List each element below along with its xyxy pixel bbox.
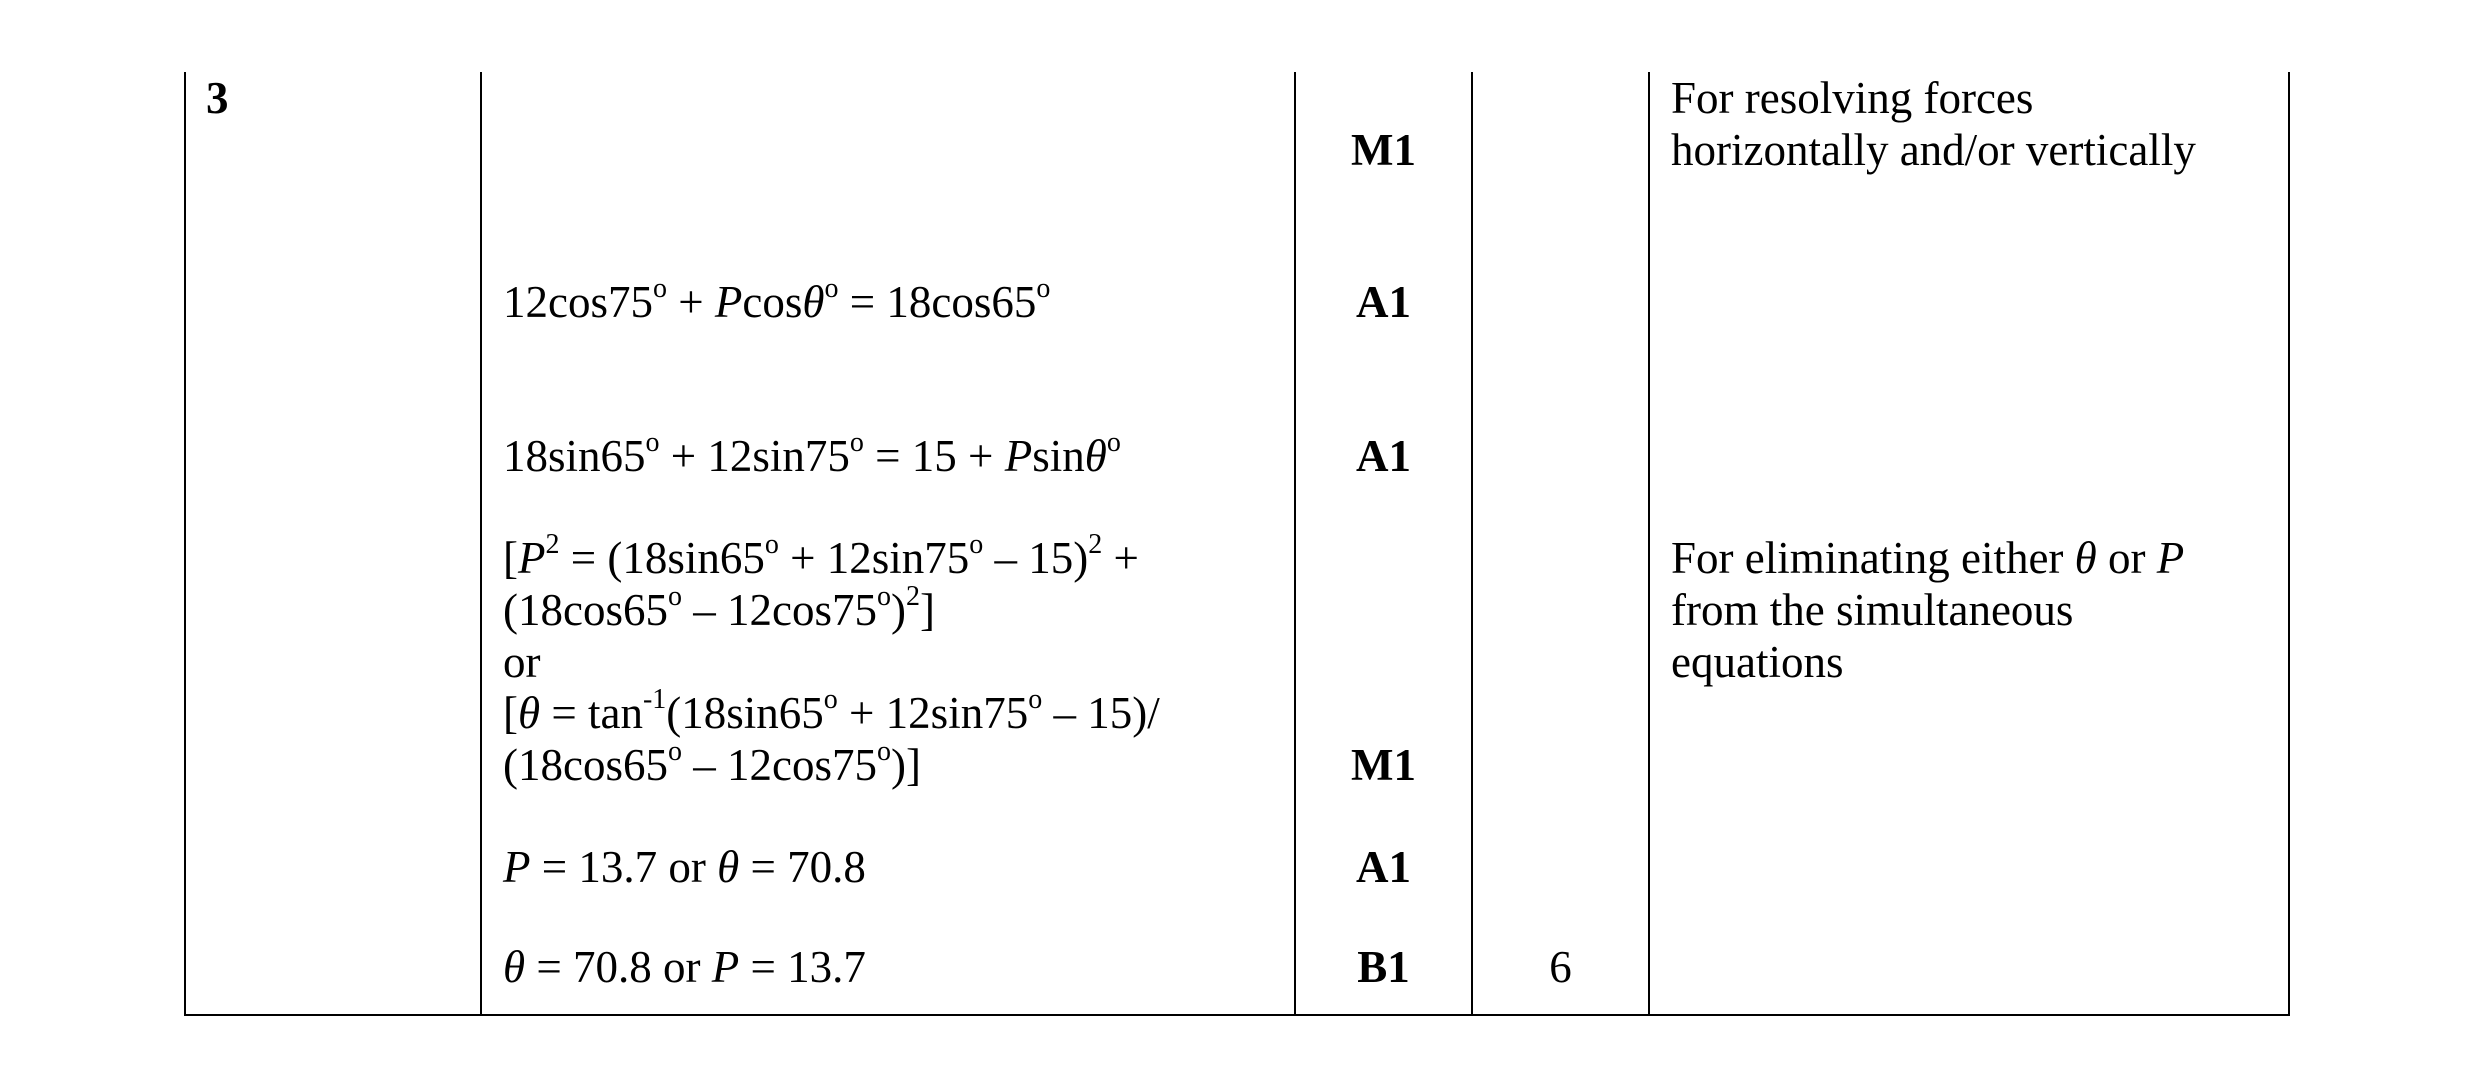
comment-line: from the simultaneous [1671, 585, 2074, 635]
total-marks: 6 [1549, 942, 1572, 992]
comment-line: For eliminating either θ or P [1671, 533, 2185, 583]
mark-label: A1 [1356, 431, 1411, 481]
comment-line: equations [1671, 637, 1844, 687]
column-divider [480, 72, 482, 1016]
question-number: 3 [206, 73, 229, 123]
mark-label: B1 [1357, 942, 1410, 992]
working-result-1: P = 13.7 or θ = 70.8 [503, 842, 866, 892]
working-eliminate-line: [$\theta = \tan^{-1}(18\sin 65^o + 12\sin 75^o - 15)/$ [503, 684, 1160, 738]
comment-line: horizontally and/or vertically [1671, 125, 2196, 175]
mark-label: A1 [1356, 842, 1411, 892]
mark-label: A1 [1356, 277, 1411, 327]
working-equation-vertical: $18\sin 65^o + 12\sin 75^o = 15 + Psin\theta^o$ [503, 427, 1121, 481]
working-equation-horizontal: $12\cos 75^o + Pcos\theta^o = 18\cos 65^o$ [503, 273, 1051, 327]
working-eliminate-line: (18cos65$^o$ – 12cos75$^o$)] [503, 736, 921, 790]
comment-line: For resolving forces [1671, 73, 2034, 123]
column-divider [1648, 72, 1650, 1016]
mark-label: M1 [1351, 740, 1416, 790]
working-or: or [503, 637, 541, 687]
column-divider [1471, 72, 1473, 1016]
working-eliminate-line: (18cos65$^o$ – 12cos75$^o$)$^2$] [503, 581, 935, 635]
mark-label: M1 [1351, 125, 1416, 175]
working-result-2: θ = 70.8 or P = 13.7 [503, 942, 866, 992]
working-eliminate-line: [$P^2 = (18\sin 65^o + 12\sin 75^o - 15)^2$ + [503, 529, 1139, 583]
